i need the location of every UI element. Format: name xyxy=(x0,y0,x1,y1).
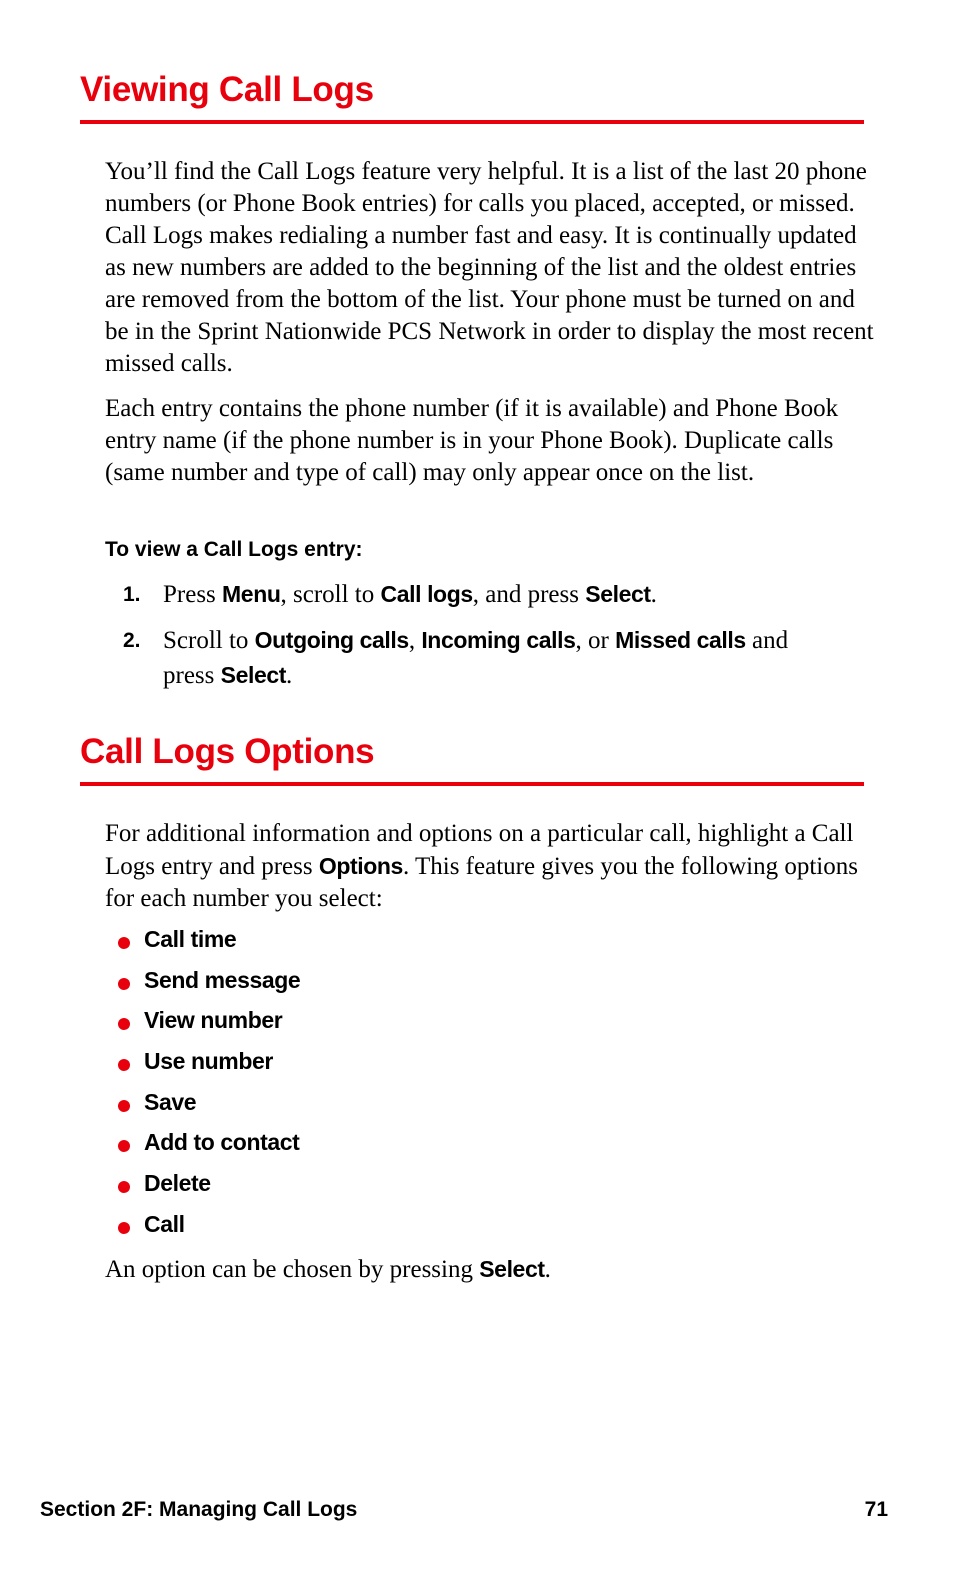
keyword-menu: Menu xyxy=(222,581,281,607)
keyword-select: Select xyxy=(220,662,287,688)
list-item: Add to contact xyxy=(105,1126,605,1167)
options-intro-paragraph: For additional information and options on a particular call, highlight a Call Logs entry and press Options. This feature gives you the following options for each number you select: xyxy=(105,820,858,912)
bullet-icon xyxy=(118,1059,130,1071)
entry-description-paragraph: Each entry contains the phone number (if it is available) and Phone Book entry name (if the phone number is in your Phone Book). Duplicate calls (same number and type of call) may only appear once on the list. xyxy=(105,395,839,486)
step-1 xyxy=(105,577,875,617)
step-2 xyxy=(105,623,875,695)
keyword-missed-calls: Missed calls xyxy=(615,627,746,653)
step-number: 2. xyxy=(123,629,141,652)
bullet-icon xyxy=(118,1222,130,1234)
page-number: 71 xyxy=(864,1498,888,1521)
procedure-label: To view a Call Logs entry: xyxy=(105,538,363,561)
section-heading-call-logs-options: Call Logs Options xyxy=(80,732,375,771)
step-number: 1. xyxy=(123,583,141,606)
list-item: Send message xyxy=(105,964,605,1005)
closing-paragraph: An option can be chosen by pressing Select. xyxy=(105,1256,551,1283)
keyword-outgoing-calls: Outgoing calls xyxy=(254,627,409,653)
step-text: Scroll to Outgoing calls, Incoming calls, or Missed calls and press Select. xyxy=(163,627,789,689)
bullet-icon xyxy=(118,978,130,990)
bullet-icon xyxy=(118,937,130,949)
heading-rule xyxy=(80,782,864,786)
bullet-icon xyxy=(118,1181,130,1193)
options-list xyxy=(105,923,605,1249)
keyword-incoming-calls: Incoming calls xyxy=(421,627,576,653)
bullet-icon xyxy=(118,1100,130,1112)
list-item: Use number xyxy=(105,1045,605,1086)
list-item: Call time xyxy=(105,923,605,964)
footer-section-title: Section 2F: Managing Call Logs xyxy=(40,1498,358,1521)
keyword-select: Select xyxy=(585,581,651,607)
keyword-select: Select xyxy=(479,1256,545,1282)
list-item: Delete xyxy=(105,1167,605,1208)
bullet-icon xyxy=(118,1018,130,1030)
step-text: Press Menu, scroll to Call logs, and press Select. xyxy=(163,581,657,608)
list-item: Save xyxy=(105,1086,605,1127)
list-item: View number xyxy=(105,1004,605,1045)
keyword-options: Options xyxy=(318,853,403,879)
heading-rule xyxy=(80,120,864,124)
bullet-icon xyxy=(118,1140,130,1152)
keyword-call-logs: Call logs xyxy=(380,581,473,607)
intro-paragraph: You’ll find the Call Logs feature very helpful. It is a list of the last 20 phone numbers (or Phone Book entries) for calls you placed, accepted, or missed. Call Logs makes redialing a number fast and easy. It is continually updated as new numbers are added to the beginning of the list and the oldest entries are removed from the bottom of the list. Your phone must be turned on and be in the Sprint Nationwide PCS Network in order to display the most recent missed calls. xyxy=(105,158,874,377)
list-item: Call xyxy=(105,1208,605,1249)
section-heading-viewing-call-logs: Viewing Call Logs xyxy=(80,70,374,109)
